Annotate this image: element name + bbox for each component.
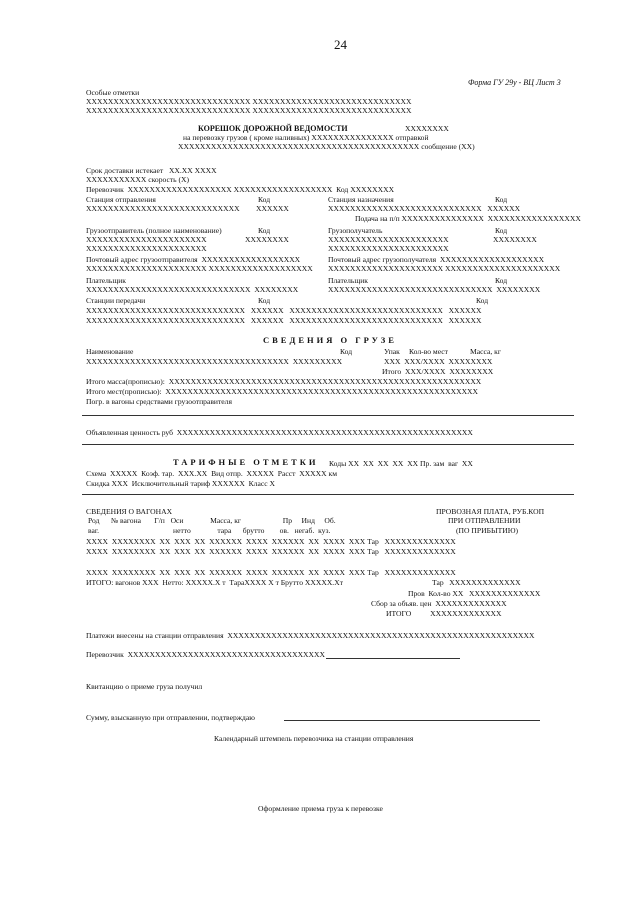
consignee-label: Грузополучатель <box>328 226 383 235</box>
departure-station-label: Станция отправления <box>86 195 156 204</box>
fee-on-departure: ПРИ ОТПРАВЛЕНИИ <box>448 516 521 525</box>
shipper-code: ХХХХХХХХ <box>245 235 289 244</box>
declared-value-fee: Сбор за объяв. цен ХХХХХХХХХХХХХ <box>371 599 507 608</box>
tariff-discount: Скидка ХХХ Исключительный тариф ХХХХХХ Класс Х <box>86 479 275 488</box>
declared-value: Объявленная ценность руб ХХХХХХХХХХХХХХХХХХХХХХХХХХХХХХХХХХХХХХХХХХХХХХХХХХХХХХ <box>86 428 473 437</box>
receipt-line: Квитанцию о приеме груза получил <box>86 682 203 691</box>
cargo-places-label: Кол-во мест <box>409 347 448 356</box>
wagons-total: ИТОГО: вагонов ХХХ Нетто: ХХХХХ.Х т ТараХХХХ Х т Брутто ХХХХХ.Хт <box>86 578 344 587</box>
divider-3 <box>82 494 574 495</box>
consignee-line-2: ХХХХХХХХХХХХХХХХХХХХХХ <box>328 244 449 253</box>
fee-heading: ПРОВОЗНАЯ ПЛАТА, РУБ.КОП <box>436 507 545 516</box>
cargo-row: ХХХХХХХХХХХХХХХХХХХХХХХХХХХХХХХХХХХХХ ХХХХХХХХХ <box>86 357 343 366</box>
departure-code-label: Код <box>258 195 271 204</box>
transfer-row-2: ХХХХХХХХХХХХХХХХХХХХХХХХХХХХХ ХХХХХХ ХХХХХХХХХХХХХХХХХХХХХХХХХХХХ ХХХХХХ <box>86 316 482 325</box>
wagons-total-tar: Тар ХХХХХХХХХХХХХ <box>432 578 521 587</box>
transfer-code-label-1: Код <box>258 296 271 305</box>
shipper-code-label: Код <box>258 226 271 235</box>
payer-left-value: ХХХХХХХХХХХХХХХХХХХХХХХХХХХХХХ ХХХХХХХХ <box>86 285 299 294</box>
transfer-stations-label: Станции передачи <box>86 296 146 305</box>
cargo-heading: СВЕДЕНИЯ О ГРУЗЕ <box>263 335 397 345</box>
calendar-stamp-label: Календарный штемпель перевозчика на станции отправления <box>214 734 414 743</box>
cargo-row-right: ХХХ ХХХ/ХХХХ ХХХХХХХХ <box>384 357 493 366</box>
consignee-address-label: Почтовый адрес грузополучателя ХХХХХХХХХХХХХХХХХХХ <box>328 255 545 264</box>
sum-confirm-underline <box>284 720 540 721</box>
cargo-name-label: Наименование <box>86 347 134 356</box>
transfer-code-label-2: Код <box>476 296 489 305</box>
special-marks-line-1: ХХХХХХХХХХХХХХХХХХХХХХХХХХХХХХ ХХХХХХХХХХХХХХХХХХХХХХХХХХХХХ <box>86 97 412 106</box>
shipper-label: Грузоотправитель (полное наименование) <box>86 226 222 235</box>
payer-right-value: ХХХХХХХХХХХХХХХХХХХХХХХХХХХХХХ ХХХХХХХХ <box>328 285 541 294</box>
shipper-line-1: ХХХХХХХХХХХХХХХХХХХХХХ <box>86 235 207 244</box>
loading-note: Погр. в вагоны средствами грузоотправителя <box>86 397 232 406</box>
payer-right-code-label: Код <box>495 276 508 285</box>
wagon-columns-top: Род № вагона Г/п Оси Масса, кг Пр Инд Об. <box>88 516 336 525</box>
delivery-speed: ХХХХХХХХХХХ скорость (Х) <box>86 175 190 184</box>
consignee-code-label: Код <box>495 226 508 235</box>
wagons-sum: ИТОГО ХХХХХХХХХХХХХ <box>386 609 502 618</box>
consignee-address-line: ХХХХХХХХХХХХХХХХХХХХХ ХХХХХХХХХХХХХХХХХХХХХ <box>328 264 561 273</box>
divider-2 <box>82 444 574 445</box>
cargo-total: Итого ХХХ/ХХХХ ХХХХХХХХ <box>382 367 494 376</box>
special-marks-label: Особые отметки <box>86 88 140 97</box>
payer-left-label: Плательщик <box>86 276 126 285</box>
carrier-sign-line: Перевозчик ХХХХХХХХХХХХХХХХХХХХХХХХХХХХХХХХХХХХ <box>86 650 325 659</box>
destination-station-label: Станция назначения <box>328 195 394 204</box>
sum-confirm-line: Сумму, взысканную при отправлении, подтверждаю <box>86 713 255 722</box>
wagon-row: ХХХХ ХХХХХХХХ ХХ ХХХ ХХ ХХХХХХ ХХХХ ХХХХХХ ХХ ХХХХ ХХХ Тар ХХХХХХХХХХХХХ <box>86 537 456 546</box>
total-mass-words: Итого масса(прописью): ХХХХХХХХХХХХХХХХХХХХХХХХХХХХХХХХХХХХХХХХХХХХХХХХХХХХХХХХХ <box>86 377 482 386</box>
document-title: КОРЕШОК ДОРОЖНОЙ ВЕДОМОСТИ <box>198 124 348 133</box>
form-label: Форма ГУ 29у - ВЦ Лист 3 <box>468 78 561 87</box>
payer-right-label: Плательщик <box>328 276 368 285</box>
shipper-line-2: ХХХХХХХХХХХХХХХХХХХХХХ <box>86 244 207 253</box>
wagon-row: ХХХХ ХХХХХХХХ ХХ ХХХ ХХ ХХХХХХ ХХХХ ХХХХХХ ХХ ХХХХ ХХХ Тар ХХХХХХХХХХХХХ <box>86 568 456 577</box>
fee-on-arrival: (ПО ПРИБЫТИЮ) <box>456 526 519 535</box>
payments-line: Платежи внесены на станции отправления ХХХХХХХХХХХХХХХХХХХХХХХХХХХХХХХХХХХХХХХХХХХХХХХХХХХХХХХХ <box>86 631 535 640</box>
cargo-pack-label: Упак <box>384 347 400 356</box>
shipper-address-line: ХХХХХХХХХХХХХХХХХХХХХХ ХХХХХХХХХХХХХХХХХХХ <box>86 264 313 273</box>
consignee-code: ХХХХХХХХ <box>493 235 537 244</box>
wagons-prov: Пров Кол-во ХХ ХХХХХХХХХХХХХ <box>408 589 541 598</box>
destination-station-value: ХХХХХХХХХХХХХХХХХХХХХХХХХХХХ ХХХХХХ <box>328 204 521 213</box>
cargo-mass-label: Масса, кг <box>470 347 501 356</box>
footer-caption: Оформление приема груза к перевозке <box>258 804 383 813</box>
message-type: ХХХХХХХХХХХХХХХХХХХХХХХХХХХХХХХХХХХХХХХХХХХХ сообщение (ХХ) <box>178 142 475 151</box>
wagons-heading: СВЕДЕНИЯ О ВАГОНАХ <box>86 507 173 516</box>
cargo-code-label: Код <box>340 347 353 356</box>
special-marks-line-2: ХХХХХХХХХХХХХХХХХХХХХХХХХХХХХХ ХХХХХХХХХХХХХХХХХХХХХХХХХХХХХ <box>86 106 412 115</box>
total-places-words: Итого мест(прописью): ХХХХХХХХХХХХХХХХХХХХХХХХХХХХХХХХХХХХХХХХХХХХХХХХХХХХХХХХХ <box>86 387 479 396</box>
page-number: 24 <box>334 37 347 52</box>
wagon-columns-bottom: ваг. нетто тара брутто ов. негаб. куз. <box>88 526 331 535</box>
departure-code-value: ХХХХХХ <box>256 204 289 213</box>
carrier-sign-underline <box>326 658 460 659</box>
transport-type: на перевозку грузов ( кроме наливных) ХХХХХХХХХХХХХХХ отправкой <box>183 133 429 142</box>
consignee-line-1: ХХХХХХХХХХХХХХХХХХХХХХ <box>328 235 449 244</box>
tariff-codes: Коды ХХ ХХ ХХ ХХ ХХ Пр. зам ваг ХХ <box>329 459 473 468</box>
tariff-heading: ТАРИФНЫЕ ОТМЕТКИ <box>173 457 319 467</box>
divider-1 <box>82 415 574 416</box>
wagon-row: ХХХХ ХХХХХХХХ ХХ ХХХ ХХ ХХХХХХ ХХХХ ХХХХХХ ХХ ХХХХ ХХХ Тар ХХХХХХХХХХХХХ <box>86 547 456 556</box>
shipper-address-label: Почтовый адрес грузоотправителя ХХХХХХХХХХХХХХХХХХ <box>86 255 301 264</box>
carrier-line: Перевозчик ХХХХХХХХХХХХХХХХХХХ ХХХХХХХХХХХХХХХХХХ Код ХХХХХХХХ <box>86 185 395 194</box>
tariff-scheme: Схема ХХХХХ Коэф. тар. ХХХ.ХХ Вид отпр. ХХХХХ Расст ХХХХХ км <box>86 469 338 478</box>
destination-code-label: Код <box>495 195 508 204</box>
document-number: ХХХХХХХХ <box>405 124 449 133</box>
transfer-row-1: ХХХХХХХХХХХХХХХХХХХХХХХХХХХХХ ХХХХХХ ХХХХХХХХХХХХХХХХХХХХХХХХХХХХ ХХХХХХ <box>86 306 482 315</box>
feed-point: Подача на п/п ХХХХХХХХХХХХХХХ ХХХХХХХХХХХХХХХХХ <box>355 214 581 223</box>
delivery-term: Срок доставки истекает ХХ.ХХ ХХХХ <box>86 166 217 175</box>
departure-station-value: ХХХХХХХХХХХХХХХХХХХХХХХХХХХХ <box>86 204 240 213</box>
